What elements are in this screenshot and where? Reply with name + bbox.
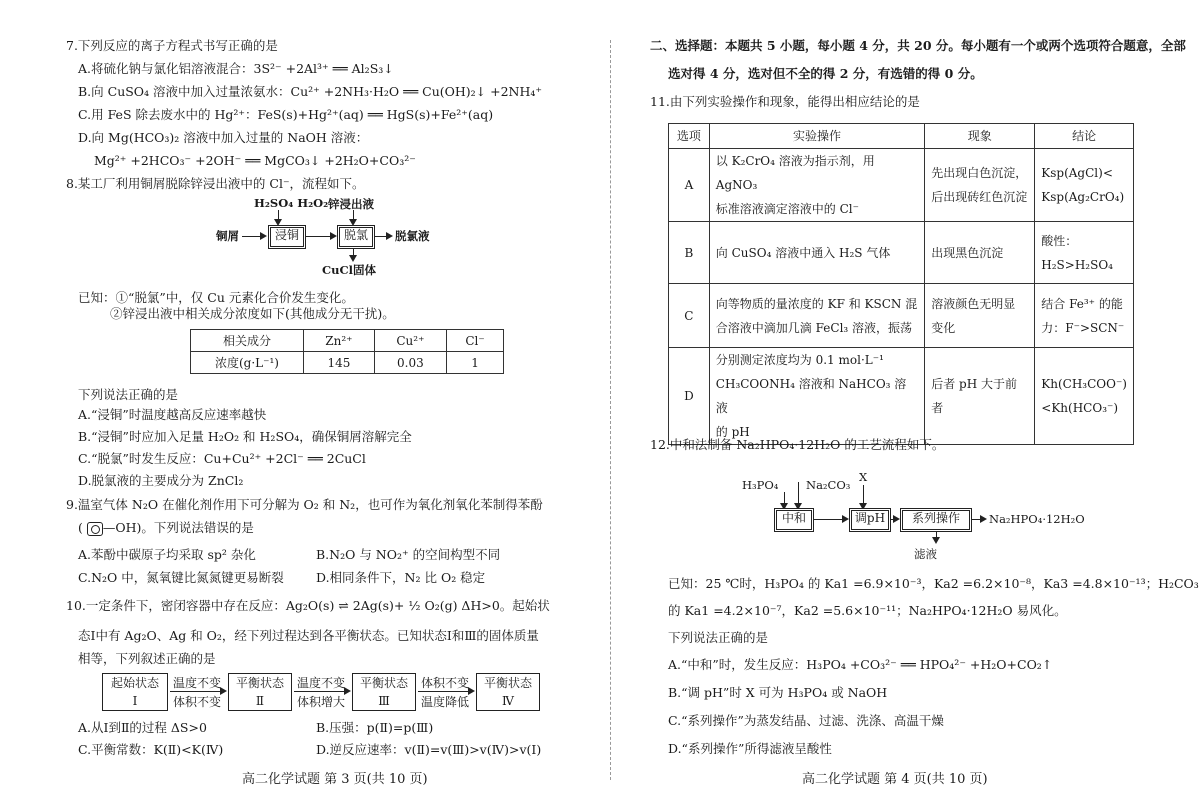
q11-header-row <box>669 124 1134 149</box>
q10-cond-1-top: 温度不变 <box>172 676 221 690</box>
right-page-footer: 高二化学试题 第 4 页(共 10 页) <box>802 772 988 787</box>
q8-option-c: C.“脱氯”时发生反应：Cu+Cu²⁺ +2Cl⁻ ══ 2CuCl <box>78 451 366 466</box>
q11-cell-phenomenon-line: 出现黑色沉淀 <box>931 245 1004 260</box>
q9-stem-tail: —OH)。下列说法错误的是 <box>102 520 254 535</box>
q11-cell-phenomenon <box>925 149 1035 222</box>
q11-cell-conclusion <box>1035 284 1134 348</box>
q8-reagents-1: H₂SO₄ H₂O₂ <box>254 196 329 210</box>
q8-arrowhead-in <box>260 232 267 240</box>
q8-th-cu: Cu²⁺ <box>374 330 446 352</box>
q12-input-na2co3: Na₂CO₃ <box>806 478 851 492</box>
left-page-footer: 高二化学试题 第 3 页(共 10 页) <box>242 772 428 787</box>
q8-box-dechlorinate: 脱氯 <box>337 225 375 249</box>
q11-cell-operation-line: 合溶液中滴加几滴 FeCl₃ 溶液，振荡 <box>715 320 913 335</box>
q12-waste-label: 滤液 <box>914 547 937 561</box>
q12-arrowhead-b <box>893 515 900 523</box>
q9-option-c: C.N₂O 中，氮氧键比氮氮键更易断裂 <box>78 570 284 585</box>
q11-cell-operation-line: 向等物质的量浓度的 KF 和 KSCN 混 <box>715 296 918 311</box>
q11-cell-operation-line: 以 K₂CrO₄ 溶液为指示剂，用 AgNO₃ <box>715 154 875 192</box>
q10-state-1 <box>102 673 168 711</box>
q12-arrow-a <box>814 519 844 520</box>
q11-cell-phenomenon-line: 溶液颜色无明显 <box>931 296 1016 311</box>
q8-option-d: D.脱氯液的主要成分为 ZnCl₂ <box>78 473 244 488</box>
q10-option-a: A.从Ⅰ到Ⅱ的过程 ΔS>0 <box>78 720 207 735</box>
q9-stem: 9.温室气体 N₂O 在催化剂作用下可分解为 O₂ 和 N₂，也可作为氧化剂氧化苯制得苯酚 <box>66 497 543 512</box>
q11-table <box>668 123 1134 445</box>
q11-cell-operation-line: 标准溶液滴定溶液中的 Cl⁻ <box>715 202 859 216</box>
q8-known-2: ②锌浸出液中相关成分浓度如下(其他成分无干扰)。 <box>110 306 395 321</box>
q10-state-3 <box>352 673 416 711</box>
q10-cond-3-bottom: 温度降低 <box>420 695 469 709</box>
q10-cond-2-bottom: 体积增大 <box>296 695 345 709</box>
q11-cell-operation-line: 的 pH <box>715 425 750 439</box>
q8-arrowhead-down <box>349 255 357 262</box>
q8-td-label: 浓度(g·L⁻¹) <box>191 352 304 374</box>
q11-row <box>669 348 1134 445</box>
q10-arrow-2 <box>294 691 346 692</box>
q11-cell-phenomenon <box>925 222 1035 284</box>
q10-option-d: D.逆反应速率：v(Ⅱ)=v(Ⅲ)>v(Ⅳ)>v(Ⅰ) <box>316 742 542 757</box>
q11-cell-phenomenon <box>925 348 1035 445</box>
q11-cell-option: B <box>669 222 710 284</box>
q10-cond-3-top: 体积不变 <box>420 676 469 690</box>
q8-solid-label: CuCl固体 <box>322 263 377 277</box>
q12-option-a: A.“中和”时，发生反应：H₃PO₄ +CO₃²⁻ ══ HPO₄²⁻ +H₂O+CO₂↑ <box>668 657 1053 672</box>
q8-box-leach: 浸铜 <box>268 225 306 249</box>
q8-td-cl: 1 <box>447 352 504 374</box>
q10-state-3-title: 平衡状态 <box>359 676 408 690</box>
q10-state-3-num: Ⅲ <box>378 694 390 708</box>
q11-cell-conclusion <box>1035 149 1134 222</box>
q11-cell-operation-line: 分别测定浓度均为 0.1 mol·L⁻¹ <box>715 353 884 367</box>
q11-stem: 11.由下列实验操作和现象，能得出相应结论的是 <box>650 94 920 109</box>
q10-state-4-num: Ⅳ <box>502 694 514 708</box>
q11-cell-option: A <box>669 149 710 222</box>
section-heading-line2: 选对得 4 分，选对但不全的得 2 分，有选错的得 0 分。 <box>668 66 983 81</box>
q10-stem-line3: 相等，下列叙述正确的是 <box>78 651 216 666</box>
q10-cond-1-bottom: 体积不变 <box>172 695 221 709</box>
q9-option-d: D.相同条件下，N₂ 比 O₂ 稳定 <box>316 570 486 585</box>
q12-input-h3po4: H₃PO₄ <box>742 478 779 492</box>
q11-cell-conclusion-line: H₂S>H₂SO₄ <box>1041 257 1113 272</box>
q10-state-1-title: 起始状态 <box>110 676 159 690</box>
q11-cell-conclusion-line: 结合 Fe³⁺ 的能 <box>1041 296 1123 311</box>
q8-output-label: 脱氯液 <box>395 229 430 243</box>
q11-cell-conclusion <box>1035 348 1134 445</box>
q11-cell-conclusion <box>1035 222 1134 284</box>
q8-td-zn: 145 <box>304 352 375 374</box>
q8-stem: 8.某工厂利用铜屑脱除锌浸出液中的 Cl⁻，流程如下。 <box>66 176 365 191</box>
q11-cell-phenomenon <box>925 284 1035 348</box>
q11-cell-conclusion-line: Kh(CH₃COO⁻) <box>1041 377 1127 391</box>
q12-box-adjust-ph: 调pH <box>849 508 891 532</box>
q8-arrowhead-out <box>386 232 393 240</box>
q11-cell-operation <box>709 222 924 284</box>
q8-concentration-table <box>190 329 504 374</box>
q11-th-phenomenon: 现象 <box>925 124 1035 149</box>
section-heading: 二、选择题：本题共 5 小题，每小题 4 分，共 20 分。每小题有一个或两个选项符合题意，全部 <box>650 38 1186 53</box>
q8-input-label: 铜屑 <box>216 229 239 243</box>
q11-cell-conclusion-line: 酸性： <box>1041 233 1078 248</box>
q9-paren: ( <box>78 520 83 535</box>
q10-state-2 <box>228 673 292 711</box>
q8-th-component: 相关成分 <box>191 330 304 352</box>
q10-arrow-3 <box>418 691 470 692</box>
q12-option-b: B.“调 pH”时 X 可为 H₃PO₄ 或 NaOH <box>668 685 888 700</box>
q10-option-b: B.压强：p(Ⅱ)=p(Ⅲ) <box>316 720 434 735</box>
q10-state-1-num: Ⅰ <box>132 694 138 708</box>
q11-cell-operation-line: 向 CuSO₄ 溶液中通入 H₂S 气体 <box>715 245 891 260</box>
q11-cell-phenomenon-line: 后出现砖红色沉淀 <box>931 190 1028 204</box>
q11-th-option: 选项 <box>669 124 710 149</box>
q10-state-2-num: Ⅱ <box>255 694 265 708</box>
q10-state-4-title: 平衡状态 <box>483 676 532 690</box>
q11-cell-operation <box>709 284 924 348</box>
q10-state-4 <box>476 673 540 711</box>
q12-product-label: Na₂HPO₄·12H₂O <box>989 512 1085 526</box>
q11-cell-phenomenon-line: 后者 pH 大于前者 <box>931 377 1017 415</box>
q7-stem: 7.下列反应的离子方程式书写正确的是 <box>66 38 278 53</box>
q11-cell-option: D <box>669 348 710 445</box>
q11-row <box>669 222 1134 284</box>
q12-arrow-x <box>863 485 864 505</box>
q11-th-conclusion: 结论 <box>1035 124 1134 149</box>
q11-row <box>669 149 1134 222</box>
q12-arrowhead-a <box>842 515 849 523</box>
q8-table-header-row <box>191 330 504 352</box>
q12-box-neutralize: 中和 <box>774 508 814 532</box>
q8-reagents-2: 锌浸出液 <box>328 197 374 211</box>
q12-box-series-ops: 系列操作 <box>900 508 972 532</box>
q12-known-1: 已知：25 ℃时，H₃PO₄ 的 Ka1 =6.9×10⁻³，Ka2 =6.2×10⁻⁸，Ka3 =4.8×10⁻¹³；H₂CO₃ <box>668 576 1199 591</box>
q9-option-b: B.N₂O 与 NO₂⁺ 的空间构型不同 <box>316 547 501 562</box>
q10-option-c: C.平衡常数：K(Ⅱ)<K(Ⅳ) <box>78 742 224 757</box>
q11-row <box>669 284 1134 348</box>
q12-known-2: 的 Ka1 =4.2×10⁻⁷，Ka2 =5.6×10⁻¹¹；Na₂HPO₄·12H₂O 易风化。 <box>668 603 1067 618</box>
q8-known-1: 已知：①“脱氯”中，仅 Cu 元素化合价发生变化。 <box>78 290 354 305</box>
q12-option-d: D.“系列操作”所得滤液呈酸性 <box>668 741 832 756</box>
q8-arrow-mid <box>306 236 332 237</box>
q10-arrow-1 <box>170 691 222 692</box>
q8-table-row <box>191 352 504 374</box>
q12-arrow-na2co3 <box>798 482 799 505</box>
page-divider <box>610 40 611 780</box>
q11-cell-operation <box>709 149 924 222</box>
q7-option-b: B.向 CuSO₄ 溶液中加入过量浓氨水：Cu²⁺ +2NH₃·H₂O ══ Cu(OH)₂↓ +2NH₄⁺ <box>78 84 542 99</box>
q12-arrowhead-c <box>980 515 987 523</box>
q11-cell-conclusion-line: Ksp(AgCl)< <box>1041 166 1113 180</box>
q11-cell-option: C <box>669 284 710 348</box>
q8-ask: 下列说法正确的是 <box>78 387 179 402</box>
q10-stem-line2: 态Ⅰ中有 Ag₂O、Ag 和 O₂，经下列过程达到各平衡状态。已知状态Ⅰ和Ⅲ的固体质量 <box>78 628 539 643</box>
benzene-ring-icon <box>87 522 103 536</box>
q12-ask: 下列说法正确的是 <box>668 630 769 645</box>
q10-cond-2-top: 温度不变 <box>296 676 345 690</box>
q8-th-cl: Cl⁻ <box>447 330 504 352</box>
q8-arrow-in <box>242 236 262 237</box>
q11-cell-conclusion-line: 力：F⁻>SCN⁻ <box>1041 320 1125 335</box>
q7-option-d: D.向 Mg(HCO₃)₂ 溶液中加入过量的 NaOH 溶液： <box>78 130 369 145</box>
q9-option-a: A.苯酚中碳原子均采取 sp² 杂化 <box>78 547 256 562</box>
q12-arrowhead-down <box>932 537 940 544</box>
q12-option-c: C.“系列操作”为蒸发结晶、过滤、洗涤、高温干燥 <box>668 713 944 728</box>
q8-th-zn: Zn²⁺ <box>304 330 375 352</box>
q7-option-d-equation: Mg²⁺ +2HCO₃⁻ +2OH⁻ ══ MgCO₃↓ +2H₂O+CO₃²⁻ <box>94 153 416 168</box>
q7-option-a: A.将硫化钠与氯化铝溶液混合：3S²⁻ +2Al³⁺ ══ Al₂S₃↓ <box>78 61 394 76</box>
q10-state-2-title: 平衡状态 <box>235 676 284 690</box>
q10-stem: 10.一定条件下，密闭容器中存在反应：Ag₂O(s) ⇌ 2Ag(s)+ ½ O₂(g) ΔH>0。起始状 <box>66 598 550 613</box>
q8-arrowhead-mid <box>330 232 337 240</box>
q8-option-a: A.“浸铜”时温度越高反应速率越快 <box>78 407 267 422</box>
q11-cell-phenomenon-line: 变化 <box>931 320 956 335</box>
q11-cell-conclusion-line: Ksp(Ag₂CrO₄) <box>1041 190 1125 204</box>
q11-th-operation: 实验操作 <box>709 124 924 149</box>
q12-stem: 12.中和法制备 Na₂HPO₄·12H₂O 的工艺流程如下。 <box>650 437 945 452</box>
q11-cell-phenomenon-line: 先出现白色沉淀， <box>931 166 1028 180</box>
q11-cell-conclusion-line: <Kh(HCO₃⁻) <box>1041 401 1119 415</box>
q9-stem-line2 <box>78 520 254 536</box>
q8-option-b: B.“浸铜”时应加入足量 H₂O₂ 和 H₂SO₄，确保铜屑溶解完全 <box>78 429 412 444</box>
q12-input-x: X <box>859 470 868 484</box>
q11-body <box>669 149 1134 445</box>
q8-td-cu: 0.03 <box>374 352 446 374</box>
q11-cell-operation <box>709 348 924 445</box>
q11-cell-operation-line: CH₃COONH₄ 溶液和 NaHCO₃ 溶液 <box>715 377 907 415</box>
q7-option-c: C.用 FeS 除去废水中的 Hg²⁺：FeS(s)+Hg²⁺(aq) ══ HgS(s)+Fe²⁺(aq) <box>78 107 494 122</box>
